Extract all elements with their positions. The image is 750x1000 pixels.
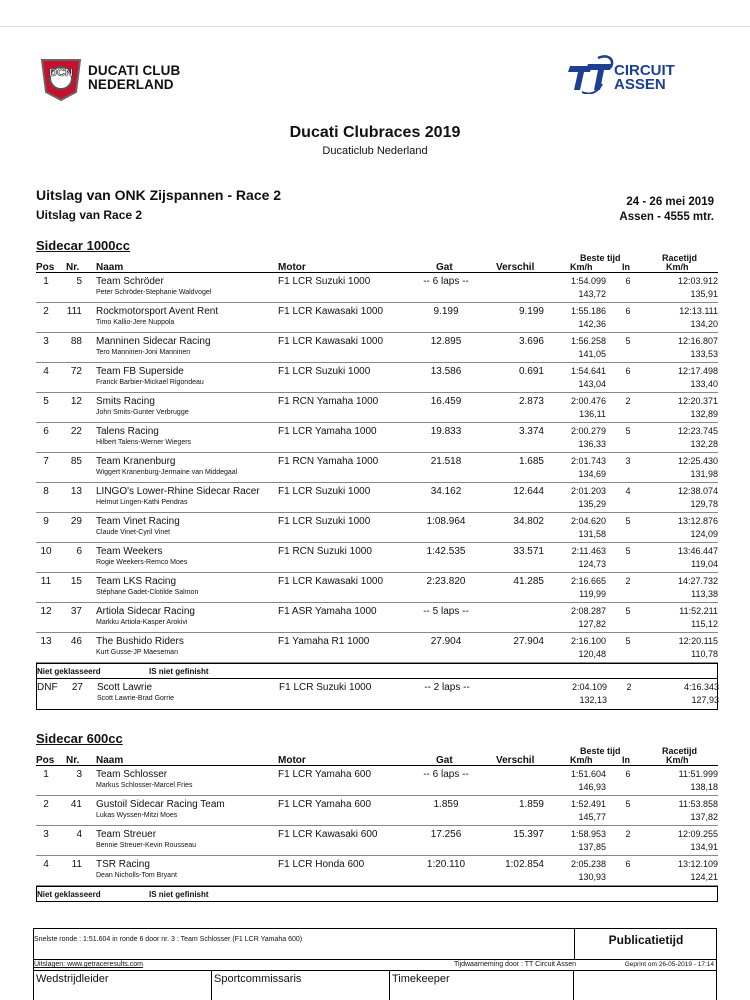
cell-riders: Scott Lawrie-Brad Gorrie [97, 695, 175, 702]
col-kmh: Km/h [570, 262, 593, 272]
cell-team: LINGO's Lower-Rhine Sidecar Racer [96, 486, 260, 497]
table-row [36, 513, 718, 543]
cell-team: Smits Racing [96, 396, 155, 407]
cell-pos: 13 [40, 636, 52, 647]
cell-motor: F1 RCN Yamaha 1000 [278, 456, 379, 467]
cell-pos: 12 [40, 606, 52, 617]
col-pos: Pos [36, 755, 55, 766]
logo-right-line1: CIRCUIT [614, 62, 675, 79]
cell-racetijd: 11:52.211 [679, 606, 718, 616]
cell-best-kmh: 143,72 [578, 289, 606, 299]
cell-pos: 3 [43, 829, 49, 840]
col-kmh2: Km/h [666, 262, 689, 272]
cell-best-time: 1:58.953 [570, 829, 606, 839]
cell-race-kmh: 131,98 [690, 469, 718, 479]
cell-team: Manninen Sidecar Racing [96, 336, 211, 347]
cell-in: 5 [625, 336, 631, 346]
cell-motor: F1 LCR Kawasaki 1000 [278, 306, 384, 317]
cell-team: Team Schlosser [96, 769, 168, 780]
cell-motor: F1 RCN Suzuki 1000 [278, 546, 372, 557]
table-row [36, 796, 718, 826]
cell-motor: F1 LCR Yamaha 600 [278, 799, 372, 810]
cell-best-time: 2:04.109 [571, 682, 607, 692]
cell-nr: 5 [76, 276, 82, 287]
dnf-box [36, 679, 718, 710]
cell-in: 4 [625, 486, 631, 496]
fastest-lap: Snelste ronde : 1:51.604 in ronde 6 door nr. 3 : Team Schlosser (F1 LCR Yamaha 600) [34, 936, 303, 943]
cell-racetijd: 13:46.447 [677, 546, 718, 556]
class-section-600cc [36, 731, 718, 902]
cell-best-time: 1:56.258 [570, 336, 606, 346]
cell-gat: 1:42.535 [426, 546, 466, 557]
cell-team: Scott Lawrie [97, 682, 153, 693]
cell-gat: 27.904 [430, 636, 462, 647]
cell-racetijd: 12:09.255 [677, 829, 718, 839]
col-beste-tijd: Beste tijd [580, 746, 621, 756]
cell-team: Team LKS Racing [96, 576, 177, 587]
cell-motor: F1 ASR Yamaha 1000 [278, 606, 377, 617]
cell-gat: 13.586 [430, 366, 462, 377]
cell-team: TSR Racing [96, 859, 150, 870]
cell-riders: Markku Artiola-Kasper Arokivi [96, 619, 188, 626]
table-row [36, 423, 718, 453]
signature-timekeeper: Timekeeper [390, 971, 574, 1000]
cell-racetijd: 14:27.732 [677, 576, 718, 586]
cell-in: 6 [625, 769, 631, 779]
cell-motor: F1 LCR Kawasaki 1000 [278, 336, 384, 347]
cell-best-time: 2:16.100 [570, 636, 606, 646]
cell-race-kmh: 134,20 [690, 319, 718, 329]
cell-race-kmh: 124,21 [690, 872, 718, 882]
cell-racetijd: 13:12.109 [677, 859, 718, 869]
logo-left-line2: NEDERLAND [88, 77, 174, 92]
table-row [36, 303, 718, 333]
cell-in: 5 [625, 799, 631, 809]
table-row [36, 543, 718, 573]
event-date: 24 - 26 mei 2019 [626, 196, 714, 208]
nc-label: Niet geklasseerd [37, 667, 101, 676]
cell-gat: -- 2 laps -- [424, 682, 470, 693]
badge-text: DCN [49, 67, 73, 79]
signature-sportcommissaris: Sportcommissaris [212, 971, 390, 1000]
cell-verschil: 3.696 [518, 336, 544, 347]
cell-pos: 1 [43, 769, 49, 780]
cell-in: 6 [625, 306, 631, 316]
col-verschil: Verschil [496, 755, 535, 766]
table-row [36, 603, 718, 633]
col-in: In [622, 755, 630, 765]
table-row [36, 273, 718, 303]
cell-best-kmh: 127,82 [578, 619, 606, 629]
cell-verschil: 1.685 [518, 456, 544, 467]
cell-best-time: 2:00.476 [570, 396, 606, 406]
cell-nr: 13 [70, 486, 82, 497]
signature-wedstrijdleider: Wedstrijdleider [34, 971, 212, 1000]
cell-in: 5 [625, 516, 631, 526]
cell-verschil: 1:02.854 [505, 859, 544, 870]
cell-verschil: 27.904 [513, 636, 544, 647]
cell-in: 5 [625, 636, 631, 646]
cell-gat: 1:08.964 [426, 516, 466, 527]
cell-verschil: 34.802 [513, 516, 544, 527]
cell-riders: Claude Vinet-Cyril Vinet [96, 529, 171, 536]
cell-gat: -- 5 laps -- [423, 606, 469, 617]
nc-note: IS niet gefinisht [149, 890, 209, 899]
cell-team: Team Streuer [96, 829, 157, 840]
page-title: Ducati Clubraces 2019 [289, 124, 461, 141]
table-row [36, 573, 718, 603]
cell-race-kmh: 129,78 [690, 499, 718, 509]
cell-riders: Rogie Weekers-Remco Moes [96, 559, 188, 566]
cell-pos: 2 [43, 306, 49, 317]
cell-gat: 21.518 [430, 456, 462, 467]
cell-motor: F1 LCR Suzuki 1000 [278, 516, 371, 527]
cell-team: Rockmotorsport Avent Rent [96, 306, 219, 317]
col-naam: Naam [96, 262, 124, 273]
cell-riders: Bennie Streuer-Kevin Rousseau [96, 842, 197, 849]
cell-best-kmh: 130,93 [578, 872, 606, 882]
cell-verschil: 3.374 [518, 426, 544, 437]
cell-verschil: 33.571 [513, 546, 544, 557]
cell-best-kmh: 119,99 [579, 589, 606, 599]
cell-riders: Hilbert Talens-Werner Wiegers [96, 439, 192, 446]
cell-nr: 6 [76, 546, 82, 557]
cell-race-kmh: 133,40 [690, 379, 718, 389]
cell-race-kmh: 119,04 [691, 559, 718, 569]
cell-race-kmh: 135,91 [690, 289, 718, 299]
cell-nr: 12 [70, 396, 82, 407]
cell-best-kmh: 120,48 [578, 649, 606, 659]
cell-best-time: 1:51.604 [570, 769, 606, 779]
cell-pos: 11 [40, 576, 52, 587]
cell-best-kmh: 141,05 [578, 349, 606, 359]
cell-riders: Lukas Wyssen-Mitzi Moes [96, 812, 178, 819]
cell-pos: 9 [43, 516, 49, 527]
cell-riders: Peter Schröder-Stephanie Waldvogel [96, 289, 212, 296]
cell-best-time: 1:54.099 [570, 276, 606, 286]
cell-verschil: 41.285 [513, 576, 544, 587]
cell-motor: F1 LCR Kawasaki 600 [278, 829, 378, 840]
footer [33, 928, 717, 1000]
results-table-600cc [36, 766, 718, 886]
cell-verschil: 1.859 [518, 799, 544, 810]
cell-racetijd: 12:23.745 [677, 426, 718, 436]
nc-note: IS niet gefinisht [149, 667, 209, 676]
cell-team: Gustoil Sidecar Racing Team [96, 799, 225, 810]
cell-motor: F1 LCR Suzuki 1000 [278, 276, 371, 287]
cell-motor: F1 LCR Yamaha 600 [278, 769, 372, 780]
tt-mark-icon [568, 54, 620, 94]
table-row [36, 633, 718, 663]
cell-racetijd: 4:16.343 [683, 682, 719, 692]
cell-racetijd: 11:51.999 [678, 769, 718, 779]
cell-nr: 41 [70, 799, 82, 810]
cell-in: 2 [625, 396, 631, 406]
cell-best-kmh: 136,33 [578, 439, 606, 449]
table-row [36, 826, 718, 856]
cell-best-time: 2:01.743 [570, 456, 606, 466]
cell-gat: 16.459 [430, 396, 462, 407]
cell-best-time: 2:16.665 [570, 576, 606, 586]
cell-nr: 29 [70, 516, 82, 527]
cell-riders: Kurt Gusse-JP Maeseman [96, 649, 178, 656]
top-divider [0, 26, 750, 27]
cell-race-kmh: 113,38 [691, 589, 718, 599]
event-heading: Uitslag van ONK Zijspannen - Race 2 [36, 187, 282, 203]
cell-pos: 1 [43, 276, 49, 287]
cell-riders: Markus Schlosser-Marcel Fries [96, 782, 193, 789]
not-classified-header [36, 886, 718, 902]
cell-best-kmh: 131,58 [578, 529, 606, 539]
cell-race-kmh: 137,82 [690, 812, 718, 822]
publication-time-label: Publicatietijd [608, 933, 684, 947]
cell-nr: 88 [70, 336, 82, 347]
cell-riders: Stéphane Gadet-Clotilde Salmon [96, 589, 199, 596]
cell-gat: -- 6 laps -- [423, 769, 469, 780]
cell-race-kmh: 138,18 [690, 782, 718, 792]
cell-best-time: 2:00.279 [570, 426, 606, 436]
cell-best-time: 1:55.186 [570, 306, 606, 316]
col-racetijd: Racetijd [662, 253, 698, 263]
cell-nr: 111 [66, 306, 82, 317]
cell-verschil: 0.691 [518, 366, 544, 377]
cell-riders: Dean Nicholls-Tom Bryant [96, 872, 177, 879]
cell-race-kmh: 134,91 [690, 842, 718, 852]
col-pos: Pos [36, 262, 55, 273]
cell-racetijd: 12:25.430 [677, 456, 718, 466]
table-row [36, 363, 718, 393]
cell-race-kmh: 124,09 [690, 529, 718, 539]
cell-racetijd: 11:53.858 [678, 799, 718, 809]
cell-team: Talens Racing [96, 426, 159, 437]
cell-motor: F1 LCR Kawasaki 1000 [278, 576, 384, 587]
cell-in: 5 [625, 546, 631, 556]
cell-in: 6 [625, 366, 631, 376]
cell-motor: F1 LCR Suzuki 1000 [279, 682, 372, 693]
cell-pos: 5 [43, 396, 49, 407]
col-naam: Naam [96, 755, 124, 766]
cell-pos: 4 [43, 366, 49, 377]
col-gat: Gat [436, 755, 453, 766]
cell-pos: 2 [43, 799, 49, 810]
cell-gat: -- 6 laps -- [423, 276, 469, 287]
cell-race-kmh: 132,89 [690, 409, 718, 419]
cell-best-time: 1:52.491 [570, 799, 606, 809]
col-in: In [622, 262, 630, 272]
cell-nr: 3 [76, 769, 82, 780]
tt-circuit-assen-logo [568, 54, 708, 98]
cell-in: 5 [625, 426, 631, 436]
cell-best-time: 2:11.463 [571, 546, 606, 556]
page-subtitle: Ducaticlub Nederland [322, 145, 428, 157]
cell-race-kmh: 127,93 [691, 695, 719, 705]
cell-best-kmh: 146,93 [578, 782, 606, 792]
cell-gat: 17.256 [430, 829, 462, 840]
col-racetijd: Racetijd [662, 746, 698, 756]
cell-verschil: 2.873 [518, 396, 544, 407]
cell-best-kmh: 137,85 [578, 842, 606, 852]
table-header [36, 747, 718, 766]
cell-verschil: 15.397 [513, 829, 544, 840]
cell-best-kmh: 145,77 [578, 812, 606, 822]
cell-nr: 72 [70, 366, 82, 377]
class-title: Sidecar 1000cc [36, 238, 130, 253]
cell-pos: 4 [43, 859, 49, 870]
cell-pos: 3 [43, 336, 49, 347]
cell-nr: 22 [70, 426, 82, 437]
cell-gat: 34.162 [430, 486, 462, 497]
cell-in: 2 [626, 682, 632, 692]
cell-team: Team Vinet Racing [96, 516, 180, 527]
cell-best-kmh: 143,04 [578, 379, 606, 389]
table-row [36, 333, 718, 363]
cell-in: 6 [625, 276, 631, 286]
cell-team: Team Schröder [96, 276, 164, 287]
cell-riders: John Smits-Gunter Verbrugge [96, 409, 189, 416]
cell-nr: 46 [70, 636, 82, 647]
table-row-dnf [37, 679, 717, 709]
printed-at: Geprint om 26-05-2019 - 17:14 [624, 961, 714, 968]
cell-racetijd: 12:20.115 [678, 636, 718, 646]
cell-team: Team Weekers [96, 546, 163, 557]
not-classified-header [36, 663, 718, 679]
table-row [36, 766, 718, 796]
cell-nr: 15 [70, 576, 82, 587]
cell-gat: 1.859 [433, 799, 459, 810]
cell-in: 6 [625, 859, 631, 869]
cell-race-kmh: 133,53 [690, 349, 718, 359]
col-nr: Nr. [66, 755, 80, 766]
event-location: Assen - 4555 mtr. [619, 211, 714, 223]
cell-gat: 1:20.110 [426, 859, 466, 870]
cell-best-time: 2:04.620 [570, 516, 606, 526]
table-row [36, 856, 718, 886]
cell-racetijd: 12:20.371 [677, 396, 718, 406]
cell-race-kmh: 110,78 [691, 649, 718, 659]
cell-team: Artiola Sidecar Racing [96, 606, 195, 617]
cell-racetijd: 13:12.876 [677, 516, 718, 526]
nc-label: Niet geklasseerd [37, 890, 101, 899]
cell-team: Team Kranenburg [96, 456, 176, 467]
cell-best-kmh: 132,13 [579, 695, 607, 705]
cell-gat: 2:23.820 [426, 576, 466, 587]
cell-team: Team FB Superside [96, 366, 184, 377]
col-motor: Motor [278, 755, 306, 766]
class-title: Sidecar 600cc [36, 731, 123, 746]
table-row [36, 453, 718, 483]
cell-riders: Franck Barbier-Mickael Rigondeau [96, 379, 204, 386]
logo-right-line2: ASSEN [614, 76, 666, 93]
table-row [36, 393, 718, 423]
cell-nr: 4 [76, 829, 82, 840]
col-kmh2: Km/h [666, 755, 689, 765]
cell-best-time: 2:05.238 [570, 859, 606, 869]
cell-motor: F1 LCR Suzuki 1000 [278, 366, 371, 377]
cell-best-time: 2:01.203 [570, 486, 606, 496]
cell-verschil: 12.644 [513, 486, 544, 497]
cell-gat: 9.199 [433, 306, 459, 317]
cell-racetijd: 12:16.807 [677, 336, 718, 346]
cell-best-time: 1:54.641 [570, 366, 606, 376]
cell-riders: Helmut Lingen-Kathi Pendras [96, 499, 188, 506]
ducati-club-logo [36, 52, 206, 106]
cell-in: 2 [625, 576, 631, 586]
cell-best-kmh: 135,29 [578, 499, 606, 509]
cell-nr: 85 [70, 456, 82, 467]
cell-pos: 10 [40, 546, 52, 557]
cell-nr: 11 [71, 859, 82, 870]
cell-gat: 12.895 [430, 336, 462, 347]
cell-in: 2 [625, 829, 631, 839]
publication-box [574, 929, 716, 959]
cell-racetijd: 12:38.074 [677, 486, 718, 496]
col-motor: Motor [278, 262, 306, 273]
ducati-badge-icon [36, 52, 86, 102]
cell-race-kmh: 132,28 [690, 439, 718, 449]
cell-motor: F1 LCR Honda 600 [278, 859, 365, 870]
cell-pos: 8 [43, 486, 49, 497]
cell-team: The Bushido Riders [96, 636, 184, 647]
footer-divider [34, 959, 716, 960]
cell-best-kmh: 124,73 [578, 559, 606, 569]
table-header [36, 254, 718, 273]
col-beste-tijd: Beste tijd [580, 253, 621, 263]
cell-pos: DNF [37, 682, 58, 693]
cell-in: 3 [625, 456, 631, 466]
cell-racetijd: 12:17.498 [677, 366, 718, 376]
results-table-1000cc [36, 273, 718, 663]
cell-best-kmh: 142,36 [578, 319, 606, 329]
cell-race-kmh: 115,12 [691, 619, 718, 629]
results-website-link[interactable]: Uitslagen: www.getraceresults.com [34, 961, 143, 968]
cell-riders: Tero Manninen-Joni Manninen [96, 349, 191, 356]
cell-racetijd: 12:13.111 [679, 306, 718, 316]
cell-best-kmh: 134,69 [578, 469, 606, 479]
cell-pos: 7 [43, 456, 49, 467]
cell-motor: F1 Yamaha R1 1000 [278, 636, 370, 647]
table-row [36, 483, 718, 513]
cell-pos: 6 [43, 426, 49, 437]
cell-motor: F1 LCR Yamaha 1000 [278, 426, 377, 437]
col-verschil: Verschil [496, 262, 535, 273]
cell-riders: Timo Kallio-Jere Nuppola [96, 319, 175, 326]
col-gat: Gat [436, 262, 453, 273]
cell-motor: F1 RCN Yamaha 1000 [278, 396, 379, 407]
cell-nr: 27 [71, 682, 83, 693]
class-section-1000cc [36, 238, 718, 710]
cell-best-kmh: 136,11 [579, 409, 606, 419]
logo-left-line1: DUCATI CLUB [88, 63, 181, 78]
race-heading: Uitslag van Race 2 [36, 208, 143, 222]
cell-best-time: 2:08.287 [570, 606, 606, 616]
timekeeping-by: Tijdwaarneming door : TT Circuit Assen [453, 961, 576, 968]
cell-in: 5 [625, 606, 631, 616]
cell-riders: Wiggert Kranenburg-Jermaine van Middegaal [96, 469, 238, 476]
col-nr: Nr. [66, 262, 80, 273]
cell-motor: F1 LCR Suzuki 1000 [278, 486, 371, 497]
cell-racetijd: 12:03.912 [677, 276, 718, 286]
cell-nr: 37 [70, 606, 82, 617]
col-kmh: Km/h [570, 755, 593, 765]
cell-gat: 19.833 [430, 426, 462, 437]
cell-verschil: 9.199 [518, 306, 544, 317]
